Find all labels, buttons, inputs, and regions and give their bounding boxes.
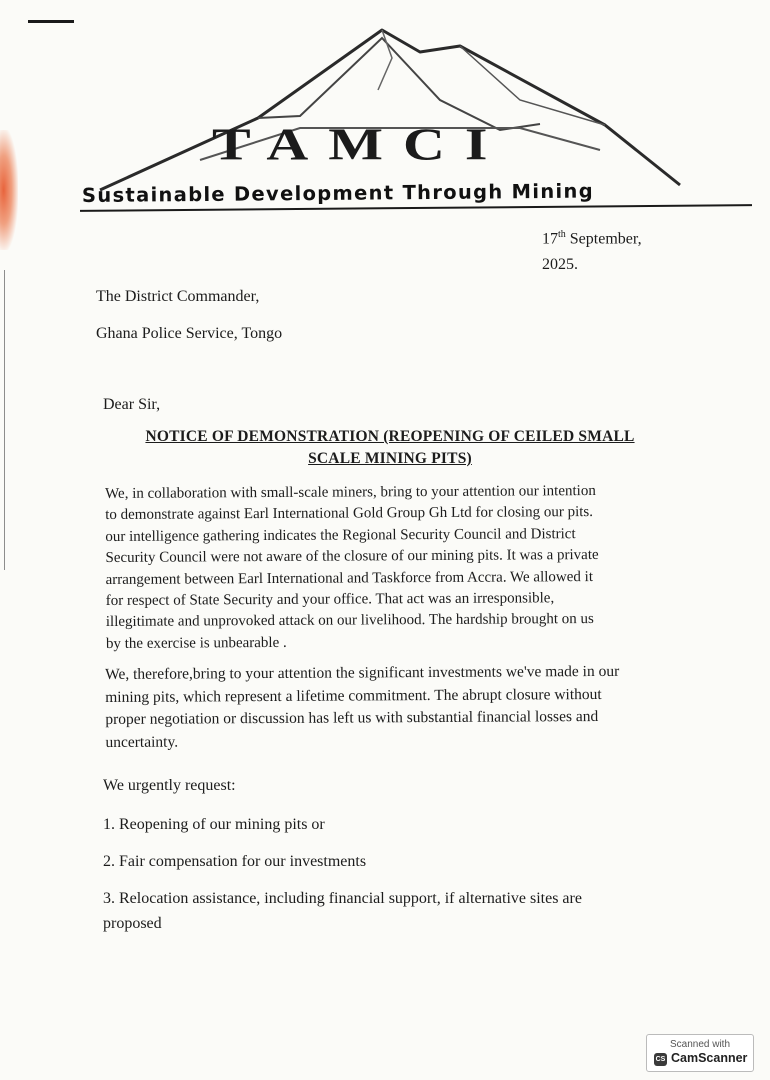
camscanner-logo-icon: CS [654, 1053, 667, 1066]
paragraph-line: Security Council were not aware of the closure of our mining pits. It was a private [105, 547, 599, 567]
paragraph-line: for respect of State Security and your office. That act was an irresponsible, [105, 590, 555, 610]
letter-date [542, 222, 642, 278]
camscanner-name: CamScanner [671, 1051, 748, 1065]
scanned-with-label: Scanned with [669, 1039, 731, 1050]
paragraph-1 [105, 481, 676, 656]
date-year: 2025. [542, 256, 578, 274]
request-item-2: 2. Fair compensation for our investments [103, 853, 367, 870]
subject-line-1: NOTICE OF DEMONSTRATION (REOPENING OF CEILED SMALL [145, 428, 635, 445]
letterhead [0, 0, 770, 220]
paragraph-line: We, therefore,bring to your attention the significant investments we've made in our [105, 662, 620, 683]
request-item-3: 3. Relocation assistance, including financial support, if alternative sites are [103, 890, 582, 907]
request-item-1: 1. Reopening of our mining pits or [103, 816, 325, 833]
recipient-line-1: The District Commander, [96, 288, 260, 305]
paragraph-line: illegitimate and unprovoked attack on our livelihood. The hardship brought on us [105, 611, 594, 631]
organization-acronym: TAMCI [212, 118, 508, 170]
subject-heading [120, 426, 660, 470]
date-suffix: th [558, 229, 566, 240]
organization-tagline: Sustainable Development Through Mining [81, 179, 595, 207]
date-day: 17 [542, 230, 558, 248]
paragraph-line: proper negotiation or discussion has left us with substantial financial losses and [105, 707, 599, 728]
request-intro: We urgently request: [103, 777, 236, 794]
salutation: Dear Sir, [103, 396, 161, 413]
paragraph-line: uncertainty. [105, 733, 179, 751]
paragraph-line: to demonstrate against Earl International Gold Group Gh Ltd for closing our pits. [105, 504, 594, 524]
paragraph-line: arrangement between Earl International and Taskforce from Accra. We allowed it [105, 568, 594, 588]
camscanner-watermark [646, 1034, 754, 1072]
paragraph-line: mining pits, which represent a lifetime commitment. The abrupt closure without [105, 685, 602, 706]
request-item-3-continued: proposed [103, 915, 162, 932]
paragraph-2 [105, 661, 676, 754]
date-month: September, [569, 230, 642, 248]
paragraph-line: We, in collaboration with small-scale miners, bring to your attention our intention [105, 483, 596, 502]
scan-edge-line [4, 270, 5, 570]
paragraph-line: our intelligence gathering indicates the Regional Security Council and District [105, 525, 576, 545]
paragraph-line: by the exercise is unbearable . [105, 634, 287, 652]
recipient-line-2: Ghana Police Service, Tongo [96, 325, 283, 342]
subject-line-2: SCALE MINING PITS) [308, 450, 472, 467]
